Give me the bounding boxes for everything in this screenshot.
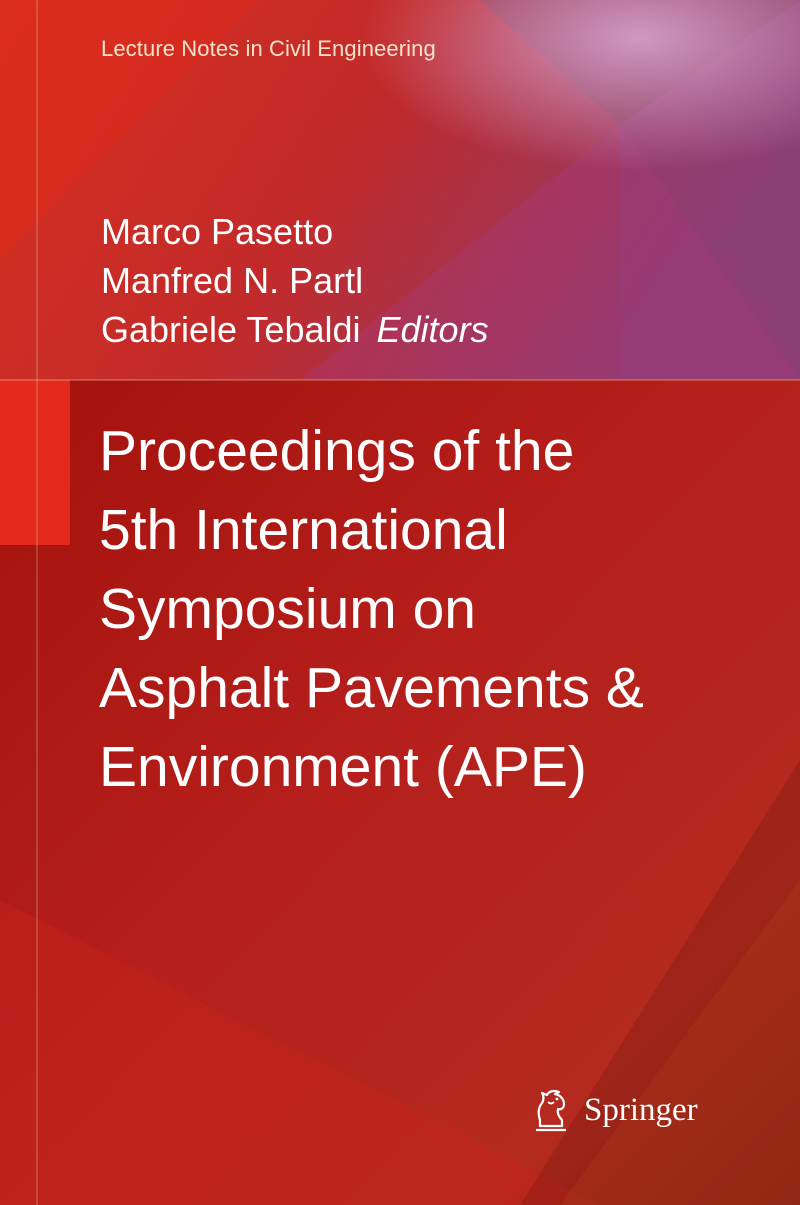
- book-title: [99, 412, 789, 807]
- title-line: Symposium on: [99, 577, 476, 641]
- editor-name: Manfred N. Partl: [101, 260, 364, 301]
- publisher-name: Springer: [584, 1091, 698, 1128]
- series-title: Lecture Notes in Civil Engineering: [101, 36, 436, 61]
- editors-role-label: Editors: [376, 309, 489, 350]
- title-line: Proceedings of the: [99, 419, 575, 483]
- editor-name: Gabriele Tebaldi Editors: [101, 309, 489, 350]
- title-line: 5th International: [99, 498, 508, 562]
- springer-horse-icon: [530, 1086, 574, 1134]
- editor-list: [101, 207, 489, 354]
- title-line: Asphalt Pavements &: [99, 656, 644, 720]
- publisher-logo: [530, 1086, 698, 1134]
- editor-name: Marco Pasetto: [101, 211, 334, 252]
- title-line: Environment (APE): [99, 735, 587, 799]
